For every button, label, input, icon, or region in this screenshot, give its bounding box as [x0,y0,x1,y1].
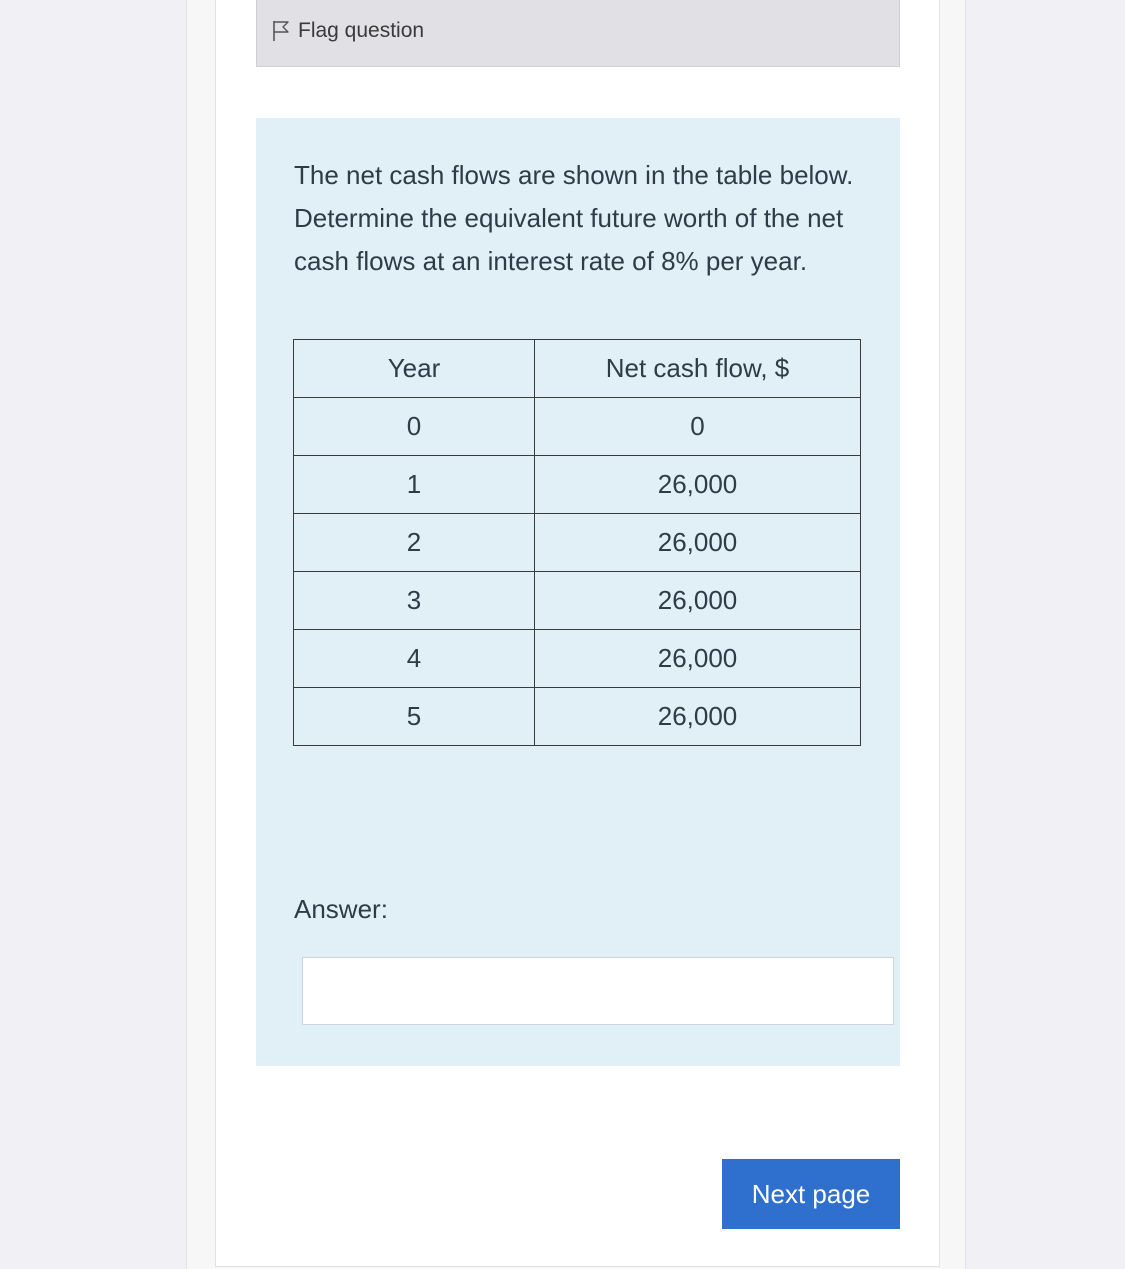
cash-flow-table [293,339,861,746]
flag-question-label: Flag question [298,19,425,42]
year-cell: 5 [294,688,535,746]
cash-flow-cell: 26,000 [535,630,861,688]
year-cell: 2 [294,514,535,572]
table-row [294,456,861,514]
table-row [294,572,861,630]
flag-icon [272,20,290,42]
cash-flow-cell: 26,000 [535,456,861,514]
flag-question-link[interactable] [272,19,424,43]
year-cell: 0 [294,398,535,456]
table-row [294,688,861,746]
year-cell: 1 [294,456,535,514]
cash-flow-cell: 0 [535,398,861,456]
header-net-cash-flow: Net cash flow, $ [535,340,861,398]
answer-label: Answer: [294,894,388,924]
table-row [294,398,861,456]
table-header-row [294,340,861,398]
header-year: Year [294,340,535,398]
year-cell: 4 [294,630,535,688]
question-text: The net cash flows are shown in the table below. Determine the equivalent future worth of the net cash flows at an interest rate of 8% per year. [294,160,854,276]
table-row [294,514,861,572]
year-cell: 3 [294,572,535,630]
table-row [294,630,861,688]
answer-input[interactable] [302,957,894,1025]
cash-flow-cell: 26,000 [535,688,861,746]
cash-flow-cell: 26,000 [535,514,861,572]
cash-flow-cell: 26,000 [535,572,861,630]
next-page-button[interactable]: Next page [722,1159,900,1229]
